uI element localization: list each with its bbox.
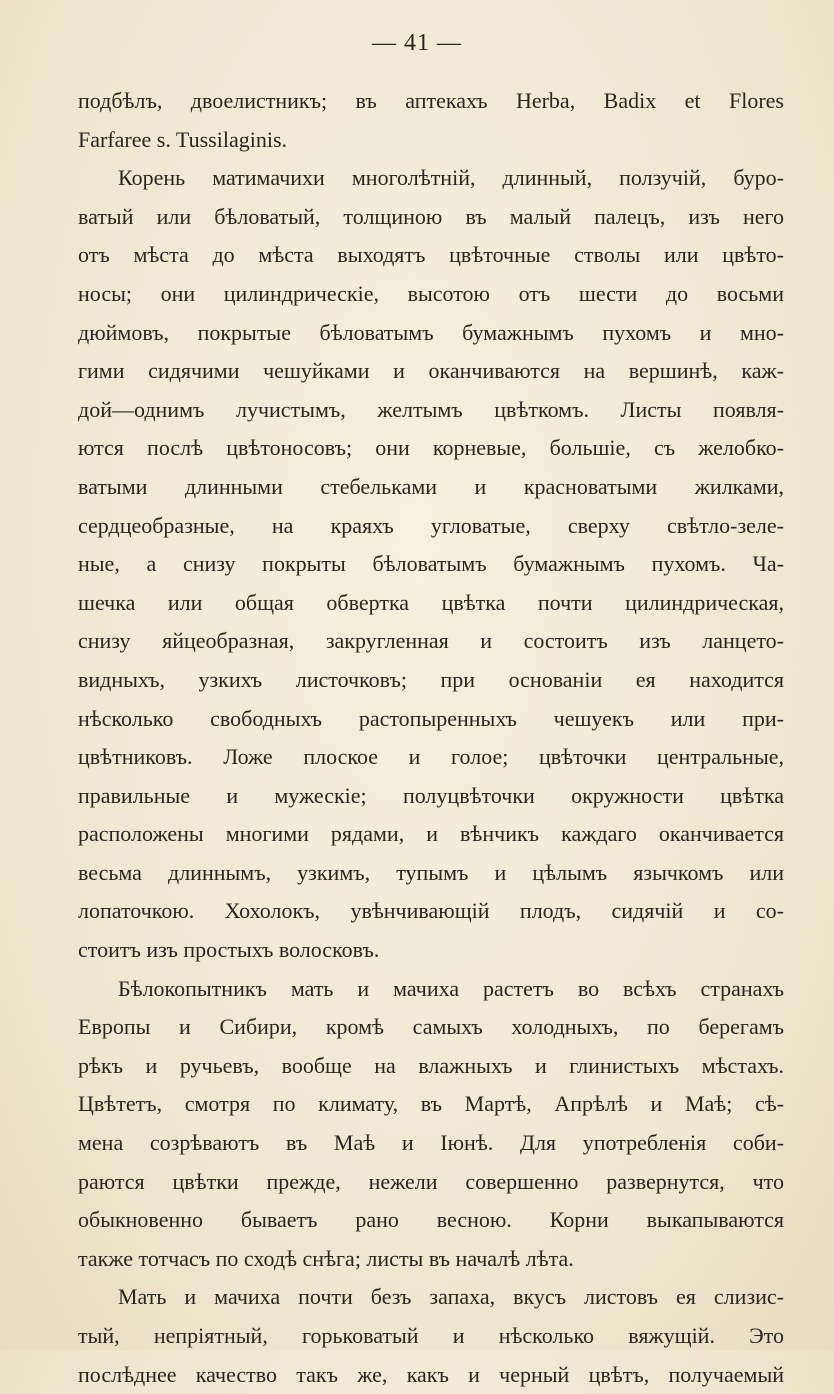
text-line: стоитъ изъ простыхъ волосковъ. — [78, 937, 380, 963]
text-line: видныхъ, узкихъ листочковъ; при основаніи ея находится — [78, 666, 784, 692]
text-line: лопаточкою. Хохолокъ, увѣнчивающій плодъ, сидячій и со- — [78, 898, 784, 924]
text-line: отъ мѣста до мѣста выходятъ цвѣточные стволы или цвѣто- — [78, 242, 784, 268]
text-line: цвѣтниковъ. Ложе плоское и голое; цвѣточки центральные, — [78, 744, 784, 770]
body-text — [78, 82, 784, 1394]
text-line: снизу яйцеобразная, закругленная и состоитъ изъ ланцето- — [78, 628, 784, 654]
text-line: сердцеобразные, на краяхъ угловатые, сверху свѣтло-зеле- — [78, 512, 784, 538]
text-line: тый, непріятный, горьковатый и нѣсколько вяжущій. Это — [78, 1323, 784, 1348]
text-line: весьма длиннымъ, узкимъ, тупымъ и цѣлымъ язычкомъ или — [78, 859, 784, 885]
text-line: шечка или общая обвертка цвѣтка почти цилиндрическая, — [78, 589, 784, 615]
text-line: рѣкъ и ручьевъ, вообще на влажныхъ и глинистыхъ мѣстахъ. — [78, 1052, 784, 1078]
text-line: ватыми длинными стебельками и красноватыми жилками, — [78, 473, 784, 499]
text-line: Цвѣтетъ, смотря по климату, въ Мартѣ, Апрѣлѣ и Маѣ; сѣ- — [78, 1091, 784, 1117]
text-line: гими сидячими чешуйками и оканчиваются на вершинѣ, каж- — [78, 358, 784, 384]
text-line: расположены многими рядами, и вѣнчикъ каждаго оканчивается — [78, 821, 784, 847]
text-line: дюймовъ, покрытые бѣловатымъ бумажнымъ пухомъ и мно- — [78, 319, 784, 345]
text-line: дой—однимъ лучистымъ, желтымъ цвѣткомъ. Листы появля- — [78, 396, 784, 422]
text-line: ватый или бѣловатый, толщиною въ малый палецъ, изъ него — [78, 203, 784, 229]
text-line: также тотчасъ по сходѣ снѣга; листы въ началѣ лѣта. — [78, 1245, 574, 1271]
text-line: Корень матимачихи многолѣтній, длинный, ползучій, буро- — [118, 165, 784, 191]
text-line: подбѣлъ, двоелистникъ; въ аптекахъ Herba, Badix et Flores — [78, 88, 784, 113]
text-line: ются послѣ цвѣтоносовъ; они корневые, большіе, съ желобко- — [78, 435, 784, 461]
text-line: Европы и Сибири, кромѣ самыхъ холодныхъ, по берегамъ — [78, 1014, 784, 1040]
text-line: Мать и мачиха почти безъ запаха, вкусъ листовъ ея слизис- — [118, 1284, 784, 1310]
text-line: нѣсколько свободныхъ растопыренныхъ чешуекъ или при- — [78, 705, 784, 731]
text-line: носы; они цилиндрическіе, высотою отъ шести до восьми — [78, 280, 784, 306]
text-line: Бѣлокопытникъ мать и мачиха растетъ во всѣхъ странахъ — [118, 975, 784, 1001]
text-line: мена созрѣваютъ въ Маѣ и Іюнѣ. Для употребленія соби- — [78, 1130, 784, 1156]
page-number: — 41 — — [372, 30, 462, 56]
text-line: обыкновенно бываетъ рано весною. Корни выкапываются — [78, 1207, 784, 1233]
text-line: правильные и мужескіе; полуцвѣточки окружности цвѣтка — [78, 782, 784, 808]
text-line: ные, а снизу покрыты бѣловатымъ бумажнымъ пухомъ. Ча- — [78, 551, 784, 577]
text-line: раются цвѣтки прежде, нежели совершенно развернутся, что — [78, 1168, 784, 1194]
text-line: Farfaree s. Tussilaginis. — [78, 126, 287, 152]
text-line: послѣднее качество такъ же, какъ и черный цвѣтъ, получаемый — [78, 1361, 784, 1387]
